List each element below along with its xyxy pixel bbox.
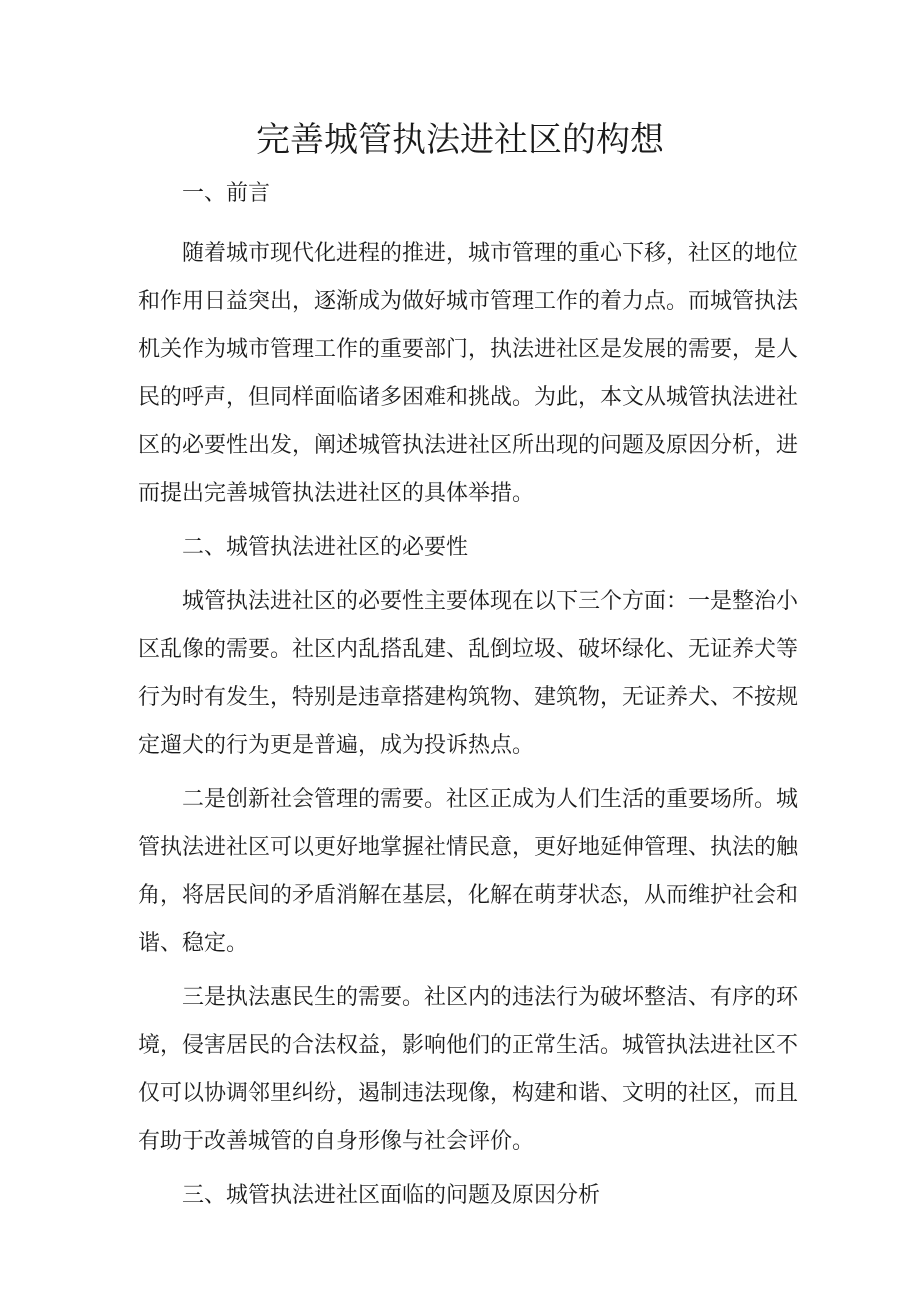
section-heading-intro: 一、前言 — [182, 181, 271, 206]
section-heading-problems: 三、城管执法进社区面临的问题及原因分析 — [182, 1183, 601, 1208]
paragraph-necessity-2: 二是创新社会管理的需要。社区正成为人们生活的重要场所。城管执法进社区可以更好地掌握社情民意，更好地延伸管理、执法的触角，将居民间的矛盾消解在基层，化解在萌芽状态，从而维护社会和谐、稳定。 — [138, 787, 799, 956]
section-heading-necessity: 二、城管执法进社区的必要性 — [182, 535, 469, 560]
paragraph-intro: 随着城市现代化进程的推进，城市管理的重心下移，社区的地位和作用日益突出，逐渐成为做好城市管理工作的着力点。而城管执法机关作为城市管理工作的重要部门，执法进社区是发展的需要，是人民的呼声，但同样面临诸多困难和挑战。为此，本文从城管执法进社区的必要性出发，阐述城管执法进社区所出现的问题及原因分析，进而提出完善城管执法进社区的具体举措。 — [138, 241, 799, 506]
paragraph-necessity-1: 城管执法进社区的必要性主要体现在以下三个方面：一是整治小区乱像的需要。社区内乱搭乱建、乱倒垃圾、破坏绿化、无证养犬等行为时有发生，特别是违章搭建构筑物、建筑物，无证养犬、不按规定遛犬的行为更是普遍，成为投诉热点。 — [138, 589, 799, 758]
paragraph-necessity-3: 三是执法惠民生的需要。社区内的违法行为破坏整洁、有序的环境，侵害居民的合法权益，影响他们的正常生活。城管执法进社区不仅可以协调邻里纠纷，遏制违法现像，构建和谐、文明的社区，而且有助于改善城管的自身形像与社会评价。 — [138, 985, 799, 1154]
document-body — [138, 170, 798, 1220]
document-title: 完善城管执法进社区的构想 — [256, 120, 664, 160]
